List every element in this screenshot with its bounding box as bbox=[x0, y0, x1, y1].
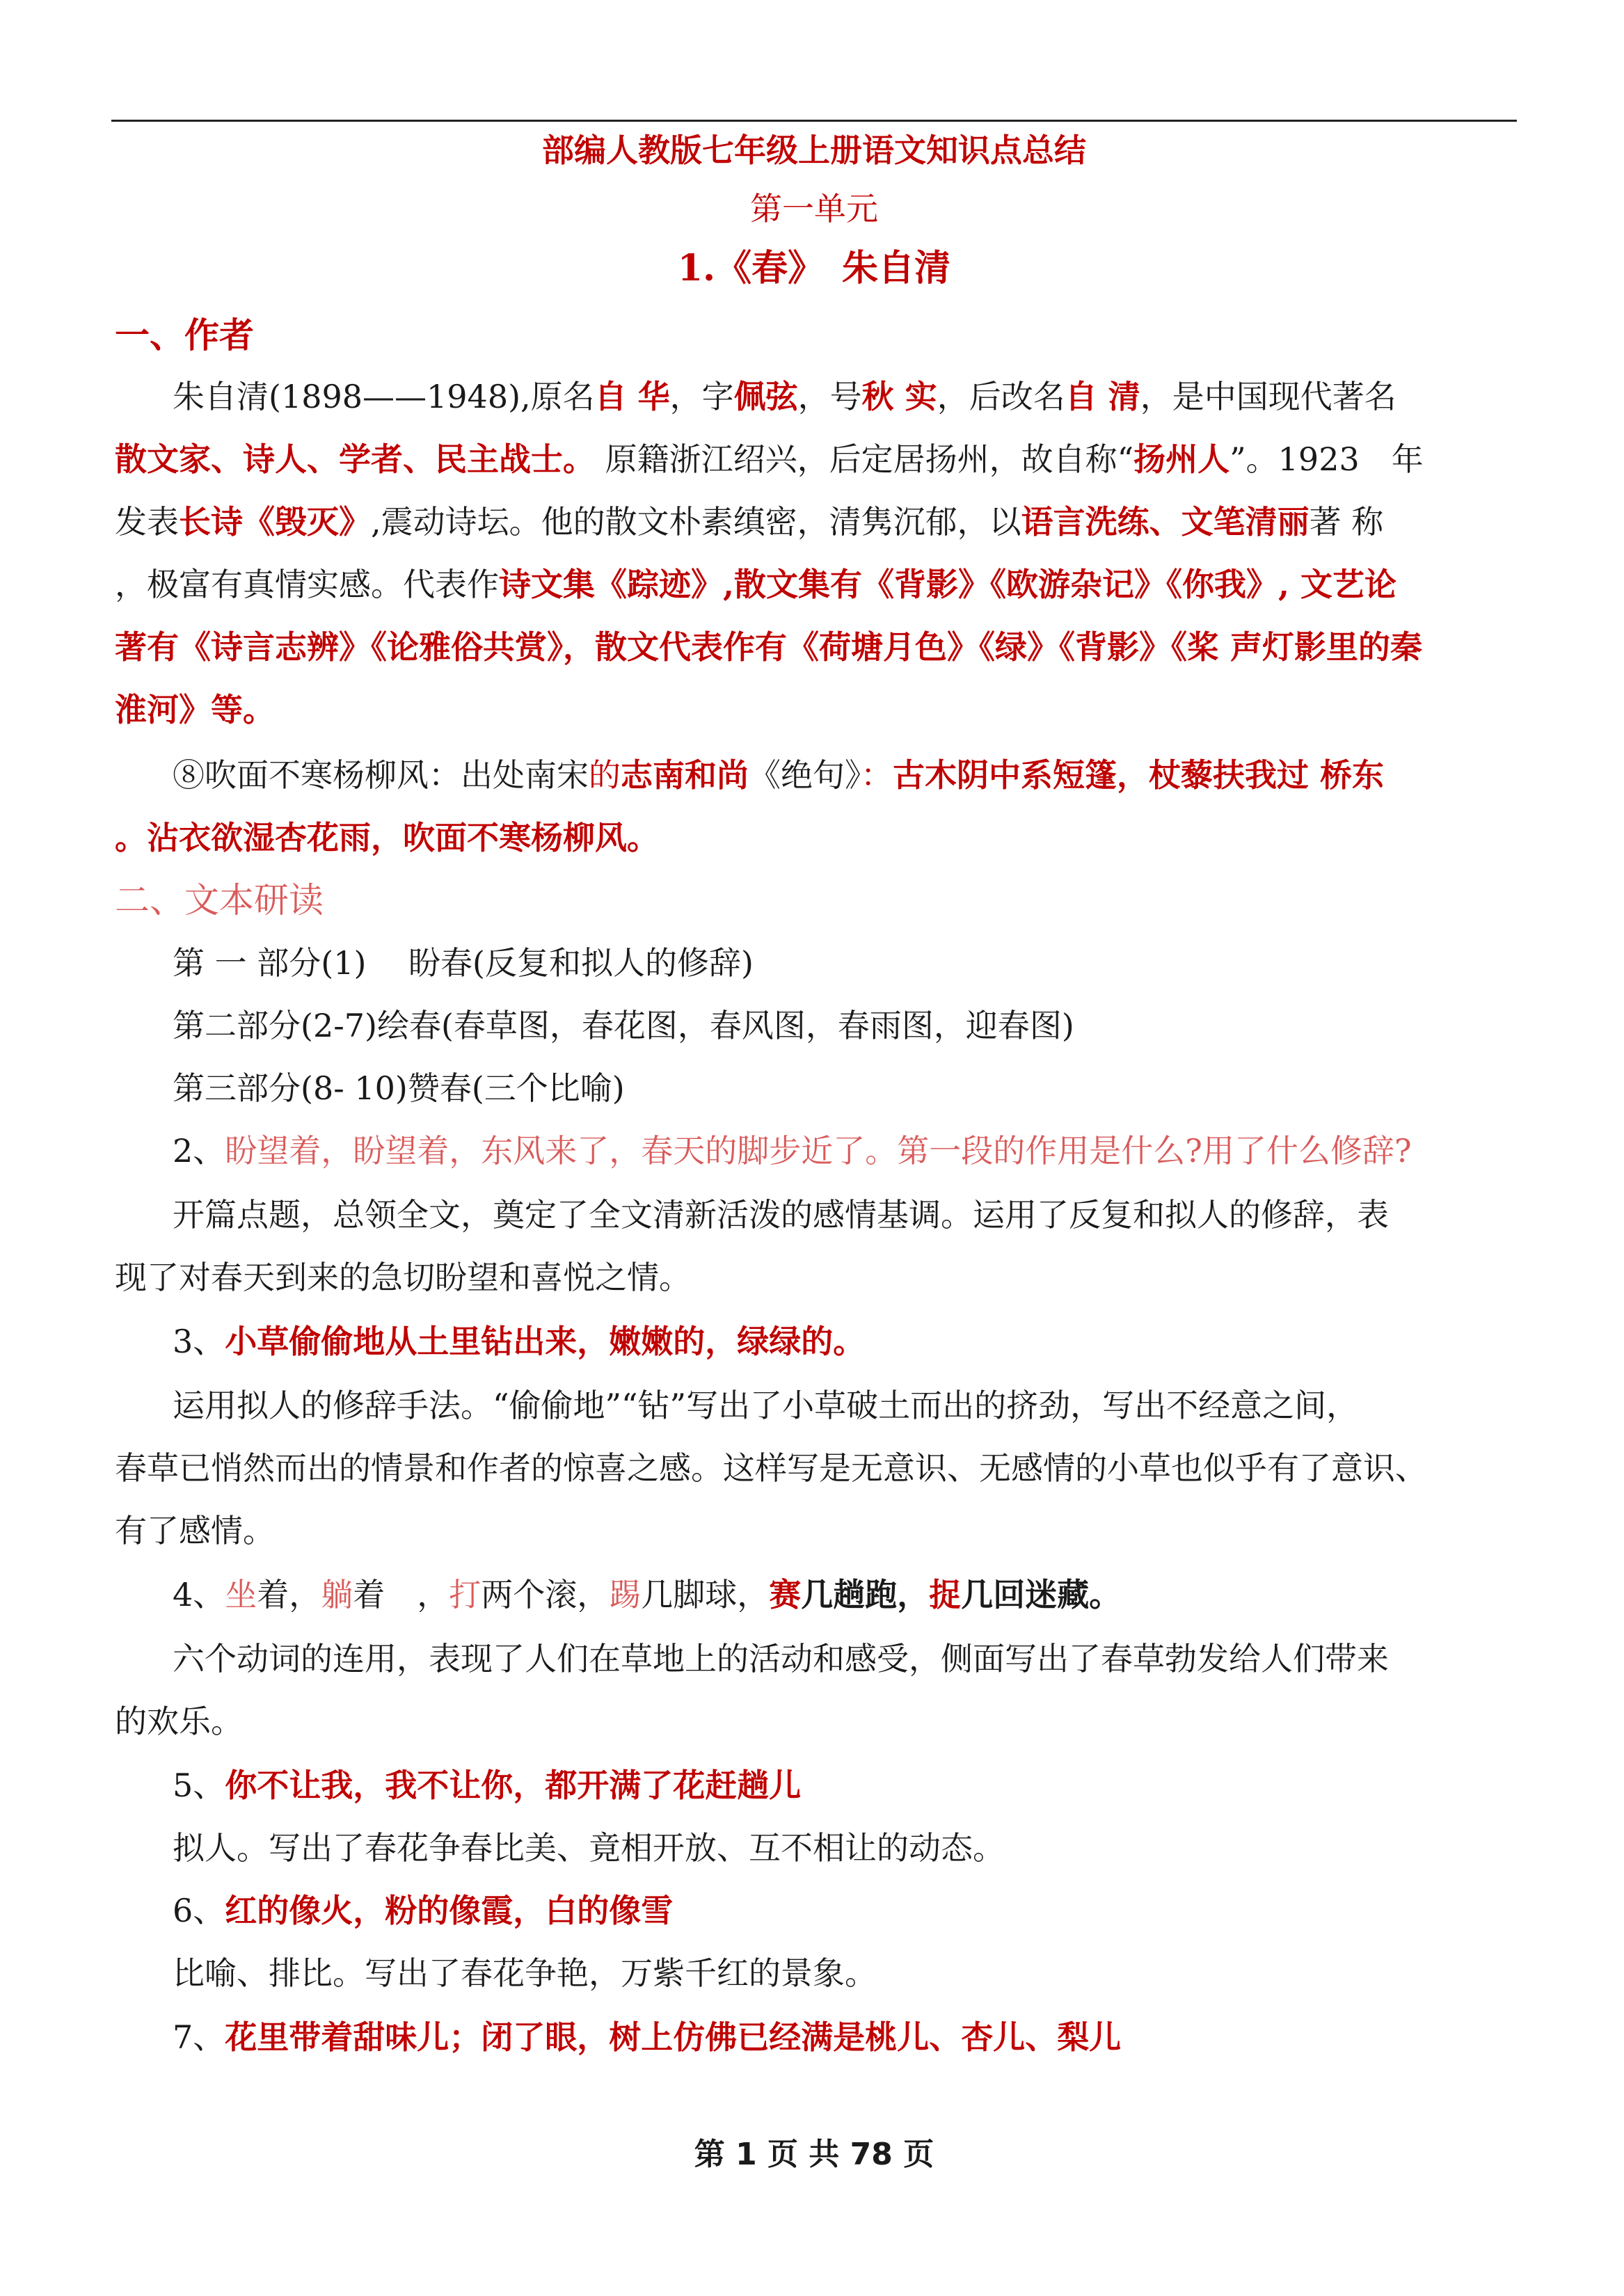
question-text: 你不让我，我不让你，都开满了花赶趟儿 bbox=[225, 1767, 802, 1804]
text: ，字 bbox=[669, 378, 734, 415]
answer-3-line-2: 春草已悄然而出的情景和作者的惊喜之感。这样写是无意识、无感情的小草也似乎有了意识、 bbox=[115, 1449, 1427, 1487]
text: 朱自清(1898——1948),原名 bbox=[173, 378, 595, 415]
header-rule bbox=[111, 120, 1517, 122]
text: ，号 bbox=[797, 378, 862, 415]
author-para-line-2 bbox=[115, 438, 1520, 480]
page-footer: 第 1 页 共 78 页 bbox=[694, 2137, 934, 2172]
question-text: 小草偷偷地从土里钻出来，嫩嫩的，绿绿的。 bbox=[225, 1323, 866, 1360]
text: 长诗《毁灭》 bbox=[179, 503, 371, 541]
text: 着， bbox=[257, 1576, 321, 1613]
question-number: 2、 bbox=[173, 1132, 225, 1170]
text: 语言洗练、文笔清丽 bbox=[1021, 503, 1309, 541]
text: 自 清 bbox=[1065, 378, 1140, 415]
answer-2-line-2: 现了对春天到来的急切盼望和喜悦之情。 bbox=[115, 1259, 691, 1296]
text: ,震动诗坛。他的散文朴素缜密，清隽沉郁，以 bbox=[371, 503, 1021, 541]
lesson-heading: 1.《春》 朱自清 bbox=[677, 247, 951, 289]
answer-3-line-3: 有了感情。 bbox=[115, 1512, 275, 1549]
question-7 bbox=[173, 2016, 1578, 2058]
text: 《绝句》 bbox=[749, 756, 861, 794]
question-number: 7、 bbox=[173, 2018, 225, 2056]
question-2 bbox=[173, 1130, 1578, 1172]
part-3: 第三部分(8- 10)赞春(三个比喻) bbox=[173, 1069, 625, 1107]
question-text: 红的像火，粉的像霞，白的像雪 bbox=[225, 1892, 674, 1929]
author-para-line-4 bbox=[115, 564, 1520, 605]
text: 扬州人 bbox=[1133, 440, 1230, 478]
text: 古木阴中系短篷，杖藜扶我过 桥东 bbox=[893, 756, 1385, 794]
question-text: 盼望着，盼望着，东风来了，春天的脚步近了。第一段的作用是什么?用了什么修辞? bbox=[225, 1132, 1412, 1170]
text: 著 称 bbox=[1309, 503, 1384, 541]
verb: 捉 bbox=[929, 1576, 962, 1613]
poem-para-line-1 bbox=[173, 754, 1578, 796]
text: 秋 实 bbox=[861, 378, 937, 415]
author-para-line-3 bbox=[115, 501, 1520, 543]
text: ，极富有真情实感。代表作 bbox=[115, 566, 499, 603]
part-1: 第 一 部分(1) 盼春(反复和拟人的修辞) bbox=[173, 944, 754, 982]
answer-6: 比喻、排比。写出了春花争艳，万紫千红的景象。 bbox=[173, 1954, 877, 1992]
author-para-line-1 bbox=[173, 376, 1578, 417]
answer-3-line-1: 运用拟人的修辞手法。“偷偷地”“钻”写出了小草破土而出的挤劲，写出不经意之间， bbox=[173, 1387, 1359, 1424]
question-number: 5、 bbox=[173, 1767, 225, 1804]
section-heading-study: 二、文本研读 bbox=[115, 880, 324, 920]
verb: 赛 bbox=[769, 1576, 802, 1613]
poem-para-line-2: 。沾衣欲湿杏花雨，吹面不寒杨柳风。 bbox=[115, 819, 659, 856]
text: 着 ， bbox=[353, 1576, 449, 1613]
question-text: 花里带着甜味儿；闭了眼，树上仿佛已经满是桃儿、杏儿、梨儿 bbox=[225, 2018, 1122, 2056]
text: ，是中国现代著名 bbox=[1140, 378, 1396, 415]
question-6 bbox=[173, 1890, 1578, 1931]
question-4 bbox=[173, 1574, 1578, 1616]
verb: 坐 bbox=[225, 1576, 257, 1613]
question-number: 3、 bbox=[173, 1323, 225, 1360]
answer-2-line-1: 开篇点题，总领全文，奠定了全文清新活泼的感情基调。运用了反复和拟人的修辞，表 bbox=[173, 1196, 1389, 1234]
text: 散文家、诗人、学者、民主战士。 bbox=[115, 440, 595, 478]
question-number: 4、 bbox=[173, 1576, 225, 1613]
unit-heading: 第一单元 bbox=[750, 190, 878, 228]
verb: 踢 bbox=[609, 1576, 642, 1613]
text: 发表 bbox=[115, 503, 179, 541]
text: 几趟跑， bbox=[801, 1576, 930, 1613]
answer-5: 拟人。写出了春花争春比美、竟相开放、互不相让的动态。 bbox=[173, 1829, 1005, 1867]
text: 自 华 bbox=[594, 378, 670, 415]
answer-4-line-1: 六个动词的连用，表现了人们在草地上的活动和感受，侧面写出了春草勃发给人们带来 bbox=[173, 1640, 1389, 1677]
document-title: 部编人教版七年级上册语文知识点总结 bbox=[542, 131, 1086, 169]
text: 佩弦 bbox=[733, 378, 798, 415]
text: 的 bbox=[589, 756, 621, 794]
text: ，后改名 bbox=[937, 378, 1065, 415]
part-2: 第二部分(2-7)绘春(春草图，春花图，春风图，春雨图，迎春图) bbox=[173, 1007, 1074, 1044]
question-number: 6、 bbox=[173, 1892, 225, 1929]
text: 几脚球， bbox=[641, 1576, 770, 1613]
author-para-line-6: 淮河》等。 bbox=[115, 691, 275, 728]
text: 志南和尚 bbox=[621, 756, 749, 794]
text: 原籍浙江绍兴，后定居扬州，故自称“ bbox=[595, 440, 1134, 478]
author-para-line-5: 著有《诗言志辨》《论雅俗共赏》，散文代表作有《荷塘月色》《绿》《背影》《桨 声灯影里的秦 bbox=[115, 628, 1423, 666]
text: ⑧吹面不寒杨柳风：出处南宋 bbox=[173, 756, 589, 794]
text: ”。1923 年 bbox=[1229, 440, 1424, 478]
verb: 打 bbox=[449, 1576, 481, 1613]
text: 几回迷藏。 bbox=[961, 1576, 1122, 1613]
question-3 bbox=[173, 1321, 1578, 1362]
text: 两个滚， bbox=[481, 1576, 610, 1613]
verb: 躺 bbox=[321, 1576, 353, 1613]
text: 诗文集《踪迹》,散文集有《背影》《欧游杂记》《你我》, 文艺论 bbox=[499, 566, 1397, 603]
section-heading-author: 一、作者 bbox=[115, 314, 254, 356]
question-5 bbox=[173, 1764, 1578, 1806]
text: ： bbox=[861, 756, 893, 794]
answer-4-line-2: 的欢乐。 bbox=[115, 1703, 243, 1740]
